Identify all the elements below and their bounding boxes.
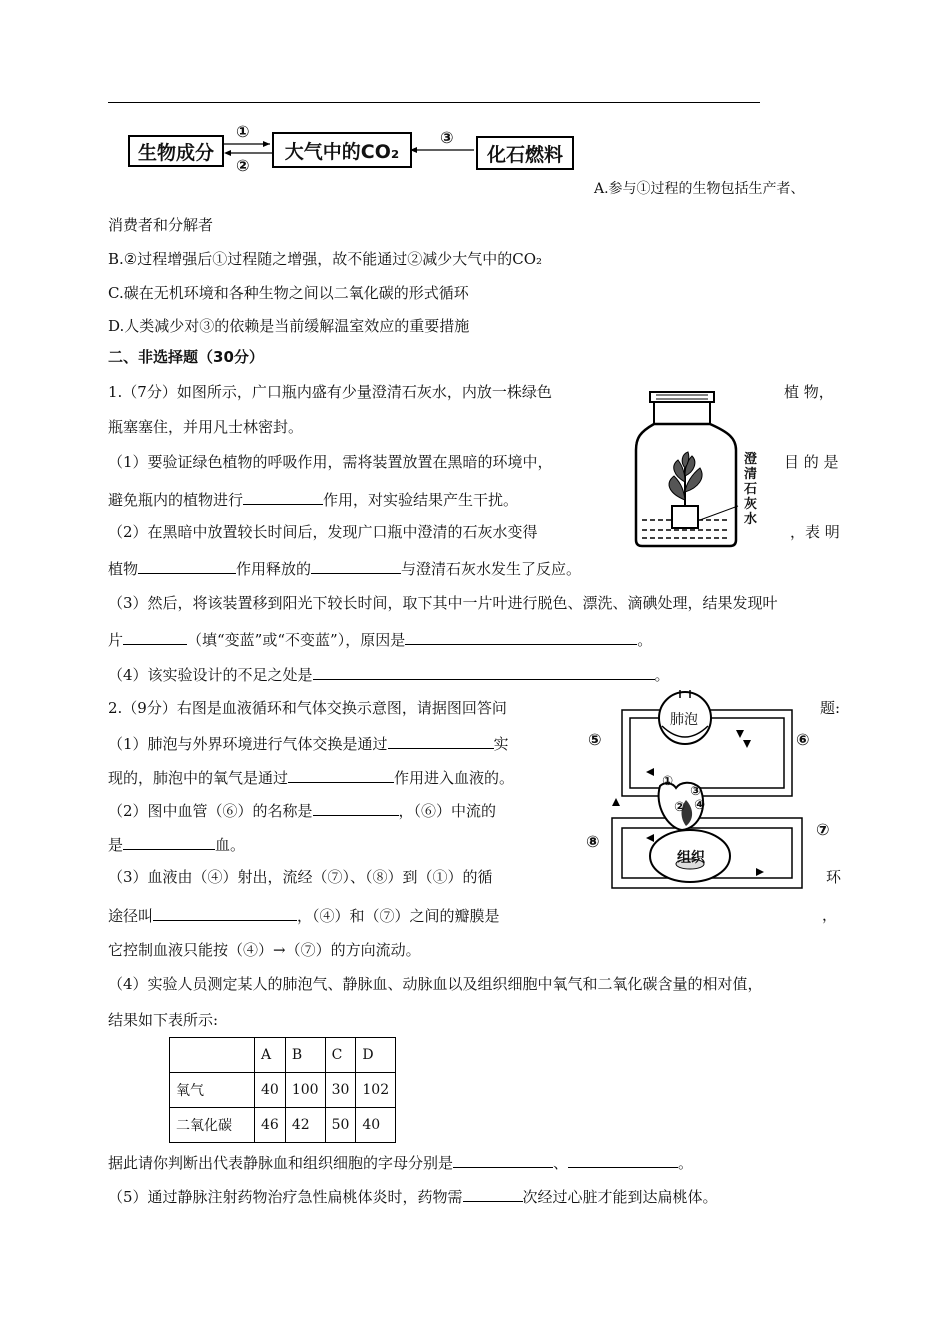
table-header-cell: C [325, 1038, 356, 1073]
option-d: D.人类减少对③的依赖是当前缓解温室效应的重要措施 [108, 317, 470, 335]
q2-line2 [108, 732, 509, 754]
answer-blank-deficiency[interactable] [313, 663, 655, 680]
jar-label-char: 水 [744, 512, 758, 527]
flow-label-2: ② [236, 156, 250, 175]
diagram-marker-3: ③ [690, 784, 702, 799]
q2-line1: 2.（9分）右图是血液循环和气体交换示意图，请据图回答问 [108, 699, 507, 717]
table-cell [170, 1038, 255, 1073]
jar-label-char: 石 [744, 482, 758, 497]
q1-line9 [108, 663, 670, 685]
answer-blank-gas[interactable] [311, 557, 401, 574]
q1-line1-end: 植 物， [784, 383, 834, 401]
diagram-marker-1: ① [662, 774, 674, 789]
q2-line3-text: 现的，肺泡中的氧气是通过 [108, 769, 289, 787]
table-header-cell: B [285, 1038, 325, 1073]
table-cell: 100 [285, 1073, 325, 1108]
q2-line4-text2: ，（⑥）中流的 [398, 802, 497, 820]
answer-blank-reason[interactable] [405, 628, 637, 645]
q2-line5-text: 是 [108, 836, 124, 854]
diagram-marker-7: ⑦ [816, 820, 830, 839]
q1-line3: （1）要验证绿色植物的呼吸作用，需将装置放置在黑暗的环境中， [108, 453, 553, 471]
q2-line12-text: （5）通过静脉注射药物治疗急性扁桃体炎时，药物需 [108, 1188, 463, 1206]
q2-line3-text2: 作用进入血液的。 [394, 769, 515, 787]
table-cell: 40 [255, 1073, 286, 1108]
diagram-label-tissue: 组织 [677, 850, 705, 866]
answer-blank-circulation[interactable] [153, 904, 297, 921]
q2-line12-text2: 次经过心脏才能到达扁桃体。 [522, 1188, 718, 1206]
q2-line1-end: 题: [820, 699, 841, 717]
answer-blank-diffusion[interactable] [288, 766, 394, 783]
section-title: 二、非选择题（30分） [108, 348, 264, 366]
jar-label-char: 灰 [744, 497, 758, 512]
diagram-label-lung: 肺泡 [670, 712, 698, 728]
table-header-cell: D [356, 1038, 396, 1073]
diagram-marker-5: ⑤ [588, 730, 602, 749]
q2-line11-text3: 。 [678, 1154, 694, 1172]
q2-line5-text2: 血。 [215, 836, 246, 854]
q1-line7: （3）然后，将该装置移到阳光下较长时间，取下其中一片叶进行脱色、漂洗、滴碘处理，结果发现叶 [108, 594, 778, 612]
q1-line8-text2: （填“变蓝”或“不变蓝”），原因是 [187, 631, 406, 649]
q2-line8: 它控制血液只能按（④）→（⑦）的方向流动。 [108, 941, 421, 959]
option-a-line2: 消费者和分解者 [108, 216, 214, 234]
flow-label-3: ③ [440, 128, 454, 147]
table-cell: 102 [356, 1073, 396, 1108]
diagram-marker-2: ② [674, 800, 686, 815]
q1-line1: 1.（7分）如图所示，广口瓶内盛有少量澄清石灰水，内放一株绿色 [108, 383, 552, 401]
table-cell: 40 [356, 1108, 396, 1143]
option-c: C.碳在无机环境和各种生物之间以二氧化碳的形式循环 [108, 284, 469, 302]
q1-line6 [108, 557, 581, 579]
q1-line8-text3: 。 [637, 631, 653, 649]
q2-line11-text: 据此请你判断出代表静脉血和组织细胞的字母分别是 [108, 1154, 454, 1172]
answer-blank-times[interactable] [463, 1185, 523, 1202]
flow-box-organisms: 生物成分 [128, 135, 224, 167]
q2-line7 [108, 904, 500, 926]
answer-blank-venous[interactable] [453, 1151, 553, 1168]
jar-label-lime-water [744, 452, 760, 527]
flow-box-atmosphere-co2: 大气中的CO₂ [272, 132, 412, 168]
answer-blank-photosynthesis[interactable] [243, 488, 323, 505]
flow-box-fossil-fuel: 化石燃料 [476, 136, 574, 170]
q2-line4 [108, 799, 496, 821]
q2-line7-text2: ，（④）和（⑦）之间的瓣膜是 [297, 907, 500, 925]
diagram-marker-4: ④ [694, 798, 706, 813]
table-row-label: 二氧化碳 [170, 1108, 255, 1143]
q1-line6-text2: 作用释放的 [236, 560, 312, 578]
flow-label-1: ① [236, 122, 250, 141]
gas-content-table [169, 1037, 396, 1143]
table-header-cell: A [255, 1038, 286, 1073]
q1-line2: 瓶塞塞住，并用凡士林密封。 [108, 418, 304, 436]
circulation-diagram [582, 688, 832, 896]
q2-line4-text: （2）图中血管（⑥）的名称是 [108, 802, 313, 820]
q1-line8 [108, 628, 652, 650]
answer-blank-tissue[interactable] [568, 1151, 678, 1168]
answer-blank-blood-type[interactable] [123, 833, 215, 850]
q1-line4-text: 避免瓶内的植物进行 [108, 491, 244, 509]
top-rule [108, 102, 760, 103]
diagram-marker-8: ⑧ [586, 832, 600, 851]
q1-line4 [108, 488, 518, 510]
q2-line5 [108, 833, 245, 855]
q2-line7-end: ， [822, 906, 838, 924]
q1-line8-text: 片 [108, 631, 124, 649]
jar-label-char: 澄 [744, 452, 758, 467]
q1-line5-end: ，表 明 [790, 523, 840, 541]
answer-blank-respiration[interactable] [138, 557, 236, 574]
q2-line11-text2: 、 [553, 1154, 569, 1172]
q2-line11 [108, 1151, 693, 1173]
table-row [170, 1108, 396, 1143]
table-header-row [170, 1038, 396, 1073]
option-a-line1: A.参与①过程的生物包括生产者、 [594, 181, 805, 197]
q1-line6-text: 植物 [108, 560, 139, 578]
q2-line7-text: 途径叫 [108, 907, 154, 925]
q2-line6: （3）血液由（④）射出，流经（⑦）、（⑧）到（①）的循 [108, 868, 493, 886]
table-cell: 46 [255, 1108, 286, 1143]
table-cell: 50 [325, 1108, 356, 1143]
answer-blank-vessel-name[interactable] [313, 799, 399, 816]
q2-line12 [108, 1185, 718, 1207]
q1-line4-text2: 作用，对实验结果产生干扰。 [323, 491, 519, 509]
q1-line5: （2）在黑暗中放置较长时间后，发现广口瓶中澄清的石灰水变得 [108, 523, 538, 541]
q1-line9-text: （4）该实验设计的不足之处是 [108, 666, 313, 684]
table-cell: 42 [285, 1108, 325, 1143]
table-row-label: 氧气 [170, 1073, 255, 1108]
q2-line2-text2: 实 [493, 735, 509, 753]
table-row [170, 1073, 396, 1108]
q2-line10: 结果如下表所示: [108, 1011, 219, 1029]
q1-line3-end: 目 的 是 [784, 453, 839, 471]
table-cell: 30 [325, 1073, 356, 1108]
answer-blank-leaf-color[interactable] [123, 628, 187, 645]
q2-line9: （4）实验人员测定某人的肺泡气、静脉血、动脉血以及组织细胞中氧气和二氧化碳含量的相对值， [108, 975, 763, 993]
q1-line6-text3: 与澄清石灰水发生了反应。 [401, 560, 582, 578]
q2-line6-end: 环 [826, 868, 842, 886]
q1-line9-text2: 。 [654, 666, 670, 684]
option-b: B.②过程增强后①过程随之增强，故不能通过②减少大气中的CO₂ [108, 250, 543, 268]
jar-label-char: 清 [744, 467, 758, 482]
q2-line2-text: （1）肺泡与外界环境进行气体交换是通过 [108, 735, 388, 753]
answer-blank-breathing[interactable] [388, 732, 494, 749]
diagram-marker-6: ⑥ [796, 730, 810, 749]
q2-line3 [108, 766, 514, 788]
